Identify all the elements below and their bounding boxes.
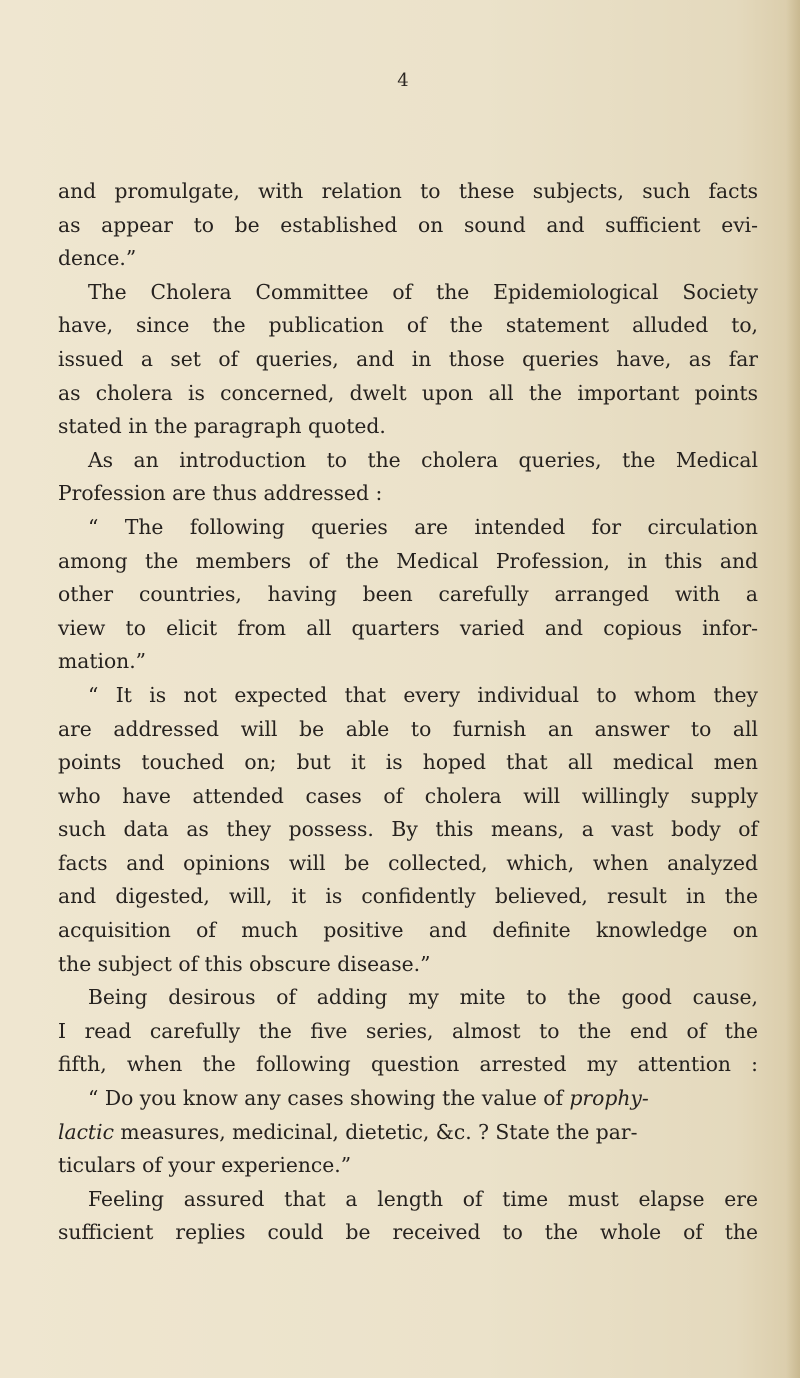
text-segment: “ Do you know any cases showing the value of: [88, 1086, 563, 1111]
text-segment: measures, medicinal, dietetic, &c. ? State the par-: [120, 1119, 638, 1144]
text-line: as cholera is concerned, dwelt upon all the important points: [58, 380, 758, 405]
text-line: acquisition of much positive and definite knowledge on: [58, 918, 758, 943]
text-line: view to elicit from all quarters varied and copious infor-: [58, 615, 758, 640]
text-line: “ The following queries are intended for circulation: [88, 514, 758, 539]
text-line: mation.”: [58, 649, 147, 674]
body-text: [58, 175, 758, 1250]
text-line: ticulars of your experience.”: [58, 1153, 352, 1178]
italic-word: prophy-: [569, 1086, 649, 1111]
text-line: points touched on; but it is hoped that all medical men: [58, 750, 758, 775]
text-line: Feeling assured that a length of time must elapse ere: [88, 1186, 758, 1211]
text-line: as appear to be established on sound and sufficient evi-: [58, 212, 758, 237]
text-line: Being desirous of adding my mite to the good cause,: [88, 985, 758, 1010]
text-line: and digested, will, it is confidently believed, result in the: [58, 884, 758, 909]
text-line: I read carefully the five series, almost to the end of the: [58, 1018, 758, 1043]
text-line: such data as they possess. By this means, a vast body of: [58, 817, 758, 842]
text-line: and promulgate, with relation to these subjects, such facts: [58, 179, 758, 203]
text-line: The Cholera Committee of the Epidemiological Society: [88, 279, 758, 304]
page-number: 4: [397, 70, 409, 91]
text-line: issued a set of queries, and in those queries have, as far: [58, 346, 758, 371]
italic-word: lactic: [58, 1119, 114, 1144]
text-line: “ It is not expected that every individual to whom they: [88, 682, 758, 707]
text-line: Profession are thus addressed :: [58, 481, 383, 506]
text-line: [58, 1082, 758, 1116]
text-line: fifth, when the following question arrested my attention :: [58, 1052, 758, 1077]
text-line: among the members of the Medical Profession, in this and: [58, 548, 758, 573]
text-line: the subject of this obscure disease.”: [58, 951, 431, 976]
text-line: dence.”: [58, 246, 137, 271]
text-line: [58, 1116, 758, 1150]
text-line: other countries, having been carefully arranged with a: [58, 582, 758, 607]
text-line: facts and opinions will be collected, which, when analyzed: [58, 850, 758, 875]
text-line: sufficient replies could be received to the whole of the: [58, 1220, 758, 1245]
text-line: who have attended cases of cholera will willingly supply: [58, 783, 758, 808]
page-edge-shadow: [786, 0, 800, 1378]
text-line: are addressed will be able to furnish an answer to all: [58, 716, 758, 741]
text-line: stated in the paragraph quoted.: [58, 414, 386, 439]
text-line: As an introduction to the cholera queries, the Medical: [88, 447, 758, 472]
text-line: have, since the publication of the statement alluded to,: [58, 313, 758, 338]
